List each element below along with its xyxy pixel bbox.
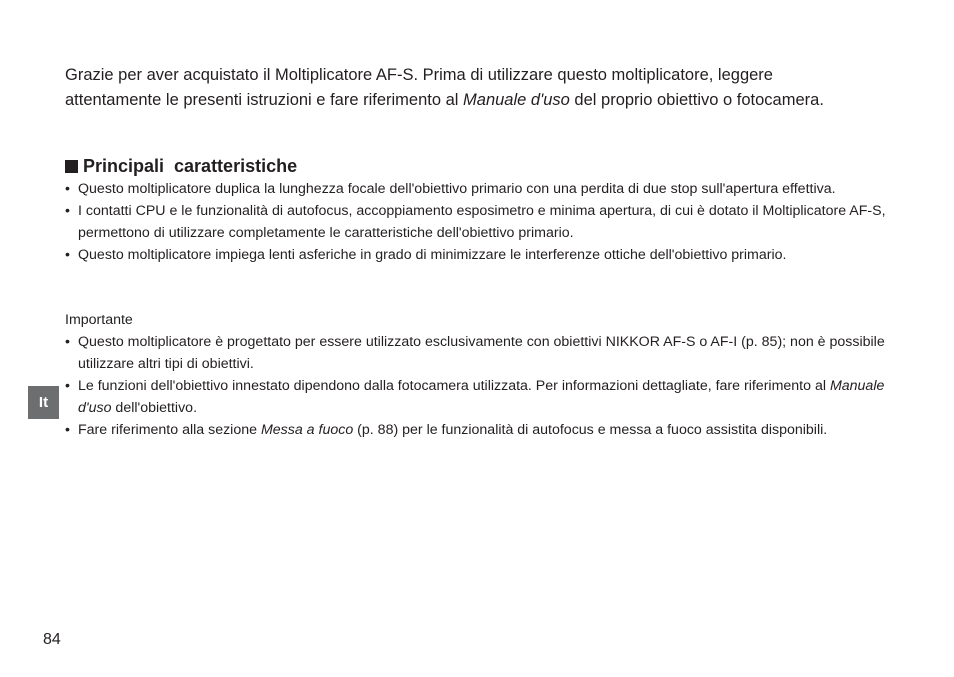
important-text-part2: dell'obiettivo. [111,400,198,416]
bullet-icon: • [65,203,70,219]
feature-text: I contatti CPU e le funzionalità di autofocus, accoppiamento esposimetro e minima apertura, di cui è dotato il Moltiplicatore AF-S, permettono di utilizzare completamente le caratteristiche dell'obiettivo primario. [78,203,886,241]
important-text-part1: Le funzioni dell'obiettivo innestato dipendono dalla fotocamera utilizzata. Per informazioni dettagliate, fare riferimento al [78,378,830,394]
square-bullet-icon [65,160,78,173]
list-item [65,331,895,375]
bullet-icon: • [65,378,70,394]
list-item [65,244,895,266]
intro-paragraph [65,63,865,112]
list-item [65,178,895,200]
feature-text: Questo moltiplicatore duplica la lunghezza focale dell'obiettivo primario con una perdita di due stop sull'apertura effettiva. [78,181,836,197]
important-text-part2: (p. 88) per le funzionalità di autofocus e messa a fuoco assistita disponibili. [353,422,828,438]
bullet-icon: • [65,422,70,438]
bullet-icon: • [65,247,70,263]
features-heading-text: Principali caratteristiche [83,156,298,176]
list-item [65,200,895,244]
intro-text-part1: Grazie per aver acquistato il Moltiplicatore AF-S. Prima di utilizzare questo moltiplicatore, leggere attentamente le presenti istruzioni e fare riferimento al [65,66,773,109]
important-text-part1: Fare riferimento alla sezione [78,422,261,438]
bullet-icon: • [65,334,70,350]
features-heading [65,155,297,177]
language-tab-label: It [38,394,49,411]
language-tab [28,386,59,419]
features-list [65,178,895,266]
important-list [65,331,895,441]
intro-text-part2: del proprio obiettivo o fotocamera. [569,90,824,109]
bullet-icon: • [65,181,70,197]
list-item [65,419,895,441]
list-item [65,375,895,419]
feature-text: Questo moltiplicatore impiega lenti asferiche in grado di minimizzare le interferenze ottiche dell'obiettivo primario. [78,247,787,263]
page-number: 84 [43,631,61,648]
important-text: Questo moltiplicatore è progettato per essere utilizzato esclusivamente con obiettivi NIKKOR AF-S o AF-I (p. 85); non è possibile utilizzare altri tipi di obiettivi. [78,334,885,372]
intro-manual-title: Manuale d'uso [463,90,570,109]
manual-title: Manuale d'uso [78,378,885,416]
section-reference: Messa a fuoco [260,422,354,438]
important-heading: Importante [65,312,133,328]
